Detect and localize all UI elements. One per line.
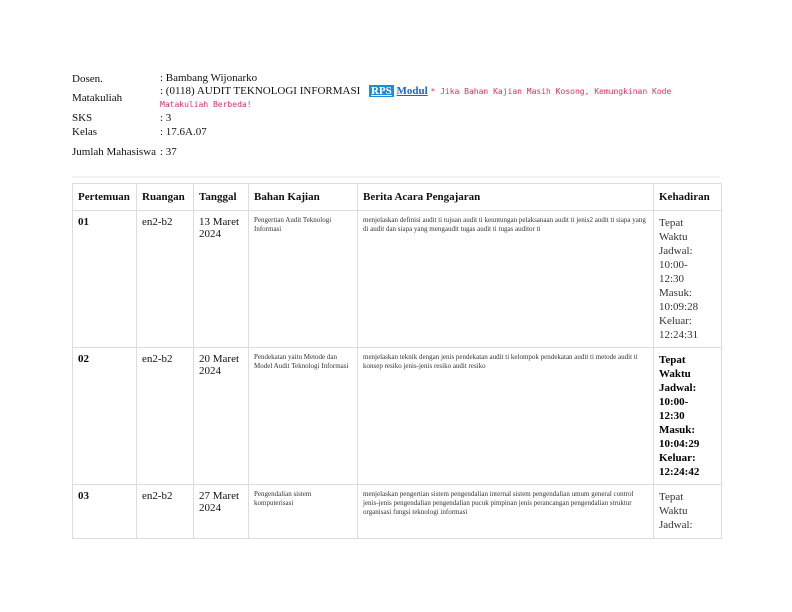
jumlah-label: Jumlah Mahasiswa xyxy=(72,146,157,158)
kehadiran-line: Keluar: xyxy=(659,452,696,464)
cell-ruangan: en2-b2 xyxy=(137,348,194,485)
kehadiran-line: 12:30 xyxy=(659,410,685,422)
dosen-row xyxy=(72,72,722,85)
attendance-table xyxy=(72,183,722,539)
cell-tanggal: 13 Maret 2024 xyxy=(194,211,249,348)
kehadiran-line: Tepat xyxy=(659,217,684,229)
cell-berita-acara: menjelaskan teknik dengan jenis pendekatan audit ti kelompok pendekatan audit ti metode audit ti konsep resiko jenis-jenis resiko audit resiko xyxy=(358,348,654,485)
kehadiran-line: 12:24:42 xyxy=(659,466,700,478)
modul-link[interactable]: Modul xyxy=(396,85,428,97)
header-berita-acara: Berita Acara Pengajaran xyxy=(358,184,654,211)
cell-berita-acara: menjelaskan definisi audit ti tujuan audit ti keuntungan pelaksanaan audit ti jenis2 audit ti siapa yang di audit dan siapa yang mengaudit tugas audit ti tugas auditor ti xyxy=(358,211,654,348)
matakuliah-row xyxy=(72,85,722,111)
divider xyxy=(72,176,720,178)
kelas-row xyxy=(72,125,722,139)
cell-ruangan: en2-b2 xyxy=(137,485,194,539)
cell-kehadiran xyxy=(654,348,722,485)
table-row xyxy=(73,348,722,485)
kehadiran-line: Waktu xyxy=(659,368,691,380)
kehadiran-line: Masuk: xyxy=(659,424,696,436)
header-tanggal: Tanggal xyxy=(194,184,249,211)
rps-link[interactable]: RPS xyxy=(370,85,392,97)
kehadiran-line: Jadwal: xyxy=(659,245,693,257)
jumlah-value: : 37 xyxy=(160,145,177,158)
cell-berita-acara: menjelaskan pengertian sistem pengendalian internal sistem pengendalian umum general control jenis-jenis pengendalian pengendalian pucuk pimpinan jenis perancangan pengendalian struktur organisasi fungsi teknologi informasi xyxy=(358,485,654,539)
header-ruangan: Ruangan xyxy=(137,184,194,211)
table-row xyxy=(73,485,722,539)
cell-bahan-kajian: Pengendalian sistem komputerisasi xyxy=(249,485,358,539)
course-info xyxy=(72,72,722,165)
kelas-label: Kelas xyxy=(72,126,98,138)
kehadiran-line: 10:00- xyxy=(659,259,688,271)
matakuliah-value: : (0118) AUDIT TEKNOLOGI INFORMASI xyxy=(160,85,361,97)
kehadiran-line: 12:30 xyxy=(659,273,685,285)
header-kehadiran: Kehadiran xyxy=(654,184,722,211)
cell-pertemuan: 03 xyxy=(73,485,137,539)
kehadiran-line: Keluar: xyxy=(659,315,692,327)
cell-ruangan: en2-b2 xyxy=(137,211,194,348)
kehadiran-line: 10:00- xyxy=(659,396,689,408)
matakuliah-label: Matakuliah xyxy=(72,92,123,104)
kehadiran-line: Waktu xyxy=(659,505,688,517)
kode-warning: * Jika Bahan Kajian Masih Kosong, Kemungkinan Kode Matakuliah Berbeda! xyxy=(160,87,672,109)
cell-kehadiran xyxy=(654,211,722,348)
sks-value: : 3 xyxy=(160,111,172,124)
kehadiran-line: 10:04:29 xyxy=(659,438,700,450)
kehadiran-line: Masuk: xyxy=(659,287,692,299)
jumlah-row xyxy=(72,139,722,165)
cell-tanggal: 20 Maret 2024 xyxy=(194,348,249,485)
kehadiran-line: Jadwal: xyxy=(659,519,693,531)
sks-label: SKS xyxy=(72,112,93,124)
kehadiran-line: Jadwal: xyxy=(659,382,697,394)
kehadiran-line: Tepat xyxy=(659,354,686,366)
cell-kehadiran xyxy=(654,485,722,539)
kehadiran-line: 10:09:28 xyxy=(659,301,699,313)
kehadiran-line: Tepat xyxy=(659,491,684,503)
header-bahan-kajian: Bahan Kajian xyxy=(249,184,358,211)
kehadiran-line: 12:24:31 xyxy=(659,329,699,341)
matakuliah-value-group xyxy=(160,85,722,111)
header-pertemuan: Pertemuan xyxy=(73,184,137,211)
cell-tanggal: 27 Maret 2024 xyxy=(194,485,249,539)
kehadiran-line: Waktu xyxy=(659,231,688,243)
cell-pertemuan: 01 xyxy=(73,211,137,348)
table-row xyxy=(73,211,722,348)
cell-bahan-kajian: Pengertian Audit Teknologi Informasi xyxy=(249,211,358,348)
table-header-row xyxy=(73,184,722,211)
dosen-value: : Bambang Wijonarko xyxy=(160,72,258,84)
cell-bahan-kajian: Pendekatan yaitu Metode dan Model Audit Teknologi Informasi xyxy=(249,348,358,485)
kelas-value: : 17.6A.07 xyxy=(160,125,207,138)
cell-pertemuan: 02 xyxy=(73,348,137,485)
sks-row xyxy=(72,111,722,125)
dosen-label: Dosen. xyxy=(72,72,103,85)
